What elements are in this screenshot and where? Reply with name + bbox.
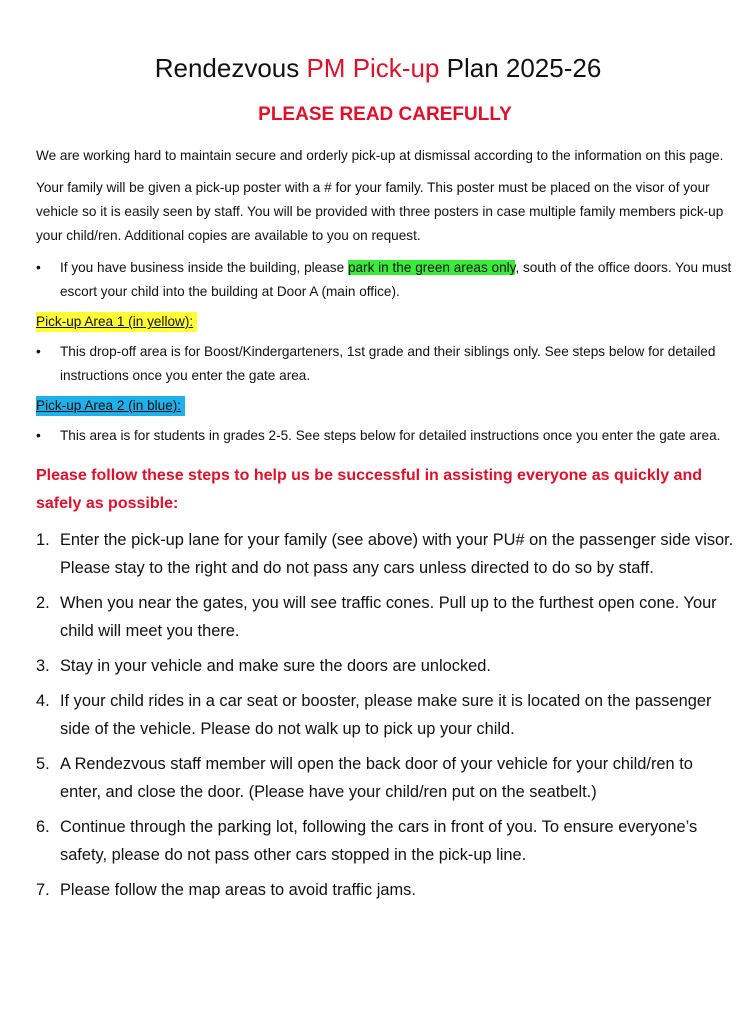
area-2-bullet-list (36, 424, 736, 448)
business-text-after: , south of the office doors. You must escort your child into the building at Door A (main office). (60, 260, 732, 299)
title-text-2: Plan 2025-26 (439, 53, 602, 83)
step-text: Stay in your vehicle and make sure the doors are unlocked. (60, 657, 491, 675)
step-item (36, 750, 736, 806)
step-number: 5. (36, 755, 50, 773)
step-item (36, 652, 736, 680)
steps-intro: Please follow these steps to help us be successful in assisting everyone as quickly and safely as possible: (36, 467, 703, 512)
intro-paragraph-1: We are working hard to maintain secure and orderly pick-up at dismissal according to the information on this page. (36, 148, 724, 163)
pickup-area-1-label: Pick-up Area 1 (in yellow): (36, 312, 197, 332)
step-number: 7. (36, 881, 50, 899)
business-bullet-list (36, 256, 736, 304)
step-item (36, 813, 736, 869)
page-title (0, 52, 756, 84)
step-text: Continue through the parking lot, following the cars in front of you. To ensure everyone’s safety, please do not pass other cars stopped in the pick-up line. (60, 818, 698, 864)
page-subtitle: PLEASE READ CAREFULLY (258, 104, 512, 125)
pickup-area-2-label: Pick-up Area 2 (in blue): (36, 396, 185, 416)
area-1-bullet-list (36, 340, 736, 388)
title-text-highlight: PM Pick-up (306, 53, 440, 83)
steps-list (36, 526, 736, 904)
intro-paragraph-2: Your family will be given a pick-up poster with a # for your family. This poster must be placed on the visor of your vehicle so it is easily seen by staff. You will be provided with three posters in case multiple family members pick-up your child/ren. Additional copies are available to you on request. (36, 180, 724, 243)
step-number: 4. (36, 692, 50, 710)
step-item (36, 687, 736, 743)
step-text: A Rendezvous staff member will open the back door of your vehicle for your child/ren to enter, and close the door. (Please have your child/ren put on the seatbelt.) (60, 755, 693, 801)
step-number: 1. (36, 531, 50, 549)
document-body (36, 144, 736, 911)
step-item (36, 589, 736, 645)
green-highlight-text: park in the green areas only (347, 260, 516, 275)
step-item (36, 526, 736, 582)
title-text-1: Rendezvous (154, 53, 307, 83)
area-1-bullet: • This drop-off area is for Boost/Kindergarteners, 1st grade and their siblings only. See steps below for detailed instructions once you enter the gate area. (36, 340, 736, 388)
area-2-bullet: • This area is for students in grades 2-5. See steps below for detailed instructions once you enter the gate area. (36, 424, 736, 448)
step-item (36, 876, 736, 904)
step-number: 6. (36, 818, 50, 836)
business-text-before: If you have business inside the building, please (60, 260, 348, 275)
step-number: 3. (36, 657, 50, 675)
step-text: Please follow the map areas to avoid traffic jams. (60, 881, 416, 899)
step-text: If your child rides in a car seat or booster, please make sure it is located on the passenger side of the vehicle. Please do not walk up to pick up your child. (60, 692, 712, 738)
business-bullet (36, 256, 736, 304)
step-text: Enter the pick-up lane for your family (see above) with your PU# on the passenger side visor. Please stay to the right and do not pass any cars unless directed to do so by staff. (60, 531, 734, 577)
step-number: 2. (36, 594, 50, 612)
step-text: When you near the gates, you will see traffic cones. Pull up to the furthest open cone. Your child will meet you there. (60, 594, 717, 640)
